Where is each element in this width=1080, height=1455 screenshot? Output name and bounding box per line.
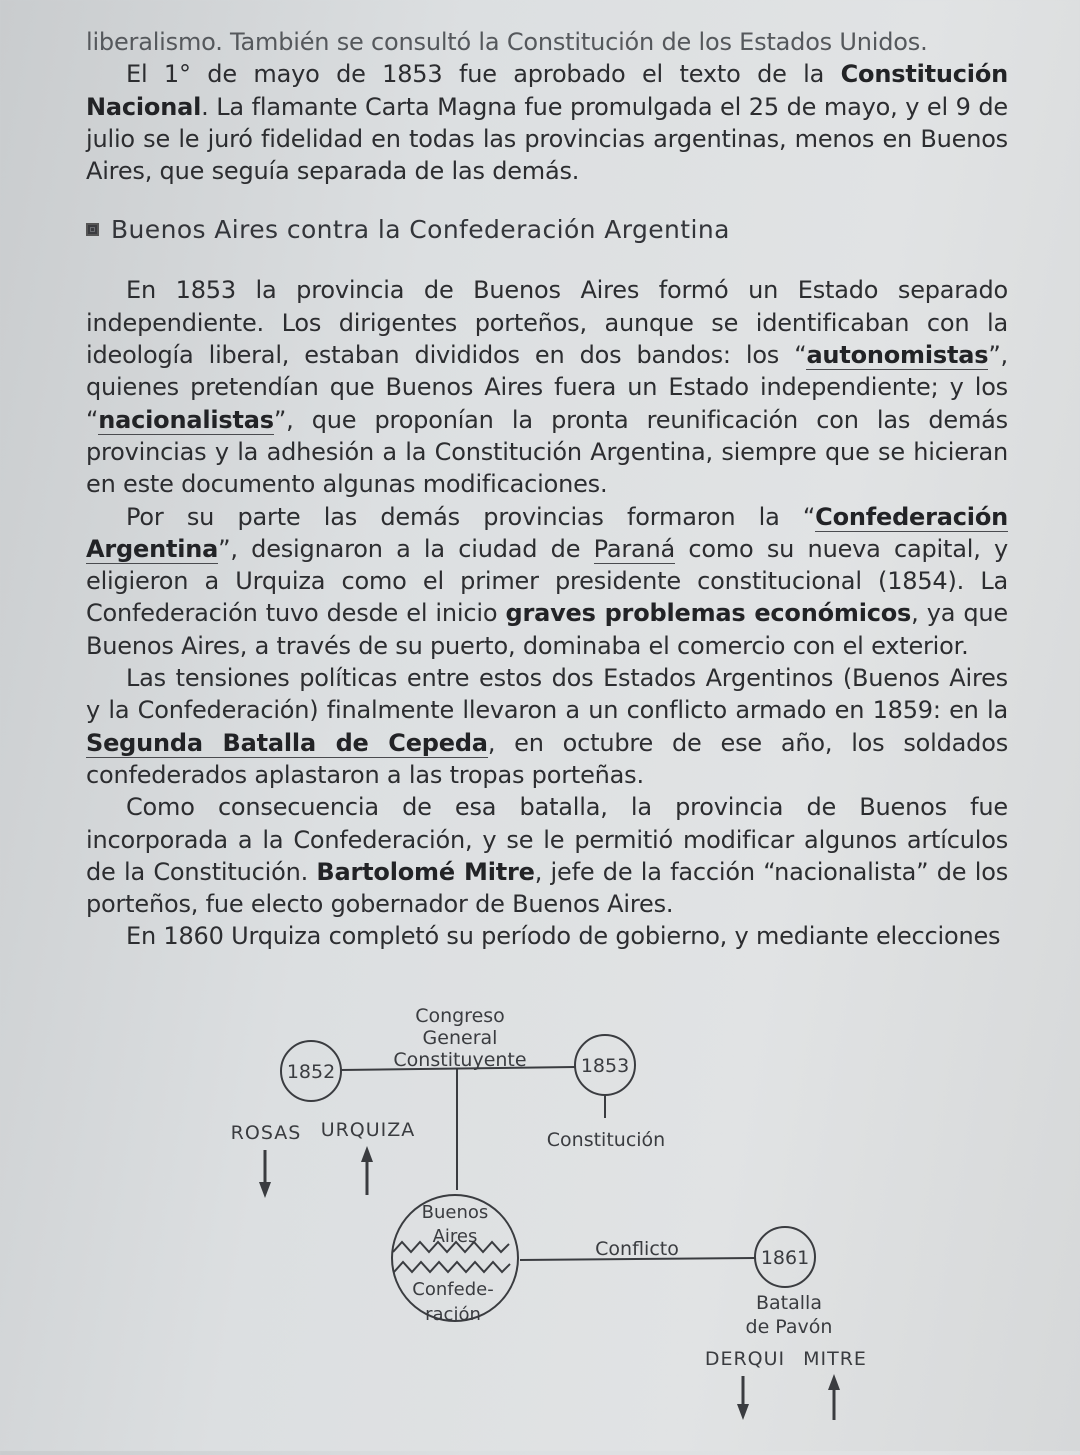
timeline-diagram: [0, 990, 1080, 1451]
intro-text-2a: El 1° de mayo de 1853 fue aprobado el texto de la: [126, 60, 841, 89]
body-paragraph-5: [86, 920, 1008, 952]
timeline-svg: [0, 990, 1080, 1451]
congreso-label-3: Constituyente: [393, 1049, 527, 1071]
year-1852-label: 1852: [286, 1061, 336, 1083]
urquiza-label: URQUIZA: [320, 1119, 416, 1141]
derqui-arrowhead-icon: [737, 1404, 749, 1420]
batalla-label-2: de Pavón: [745, 1316, 833, 1338]
conflicto-label: Conflicto: [595, 1238, 679, 1260]
derqui-label: DERQUI: [704, 1348, 786, 1370]
section-heading: [86, 215, 1008, 244]
body-paragraph-4: [86, 791, 1008, 920]
nacionalistas-term: nacionalistas: [98, 405, 274, 434]
body-paragraph-1: [86, 274, 1008, 500]
p4-text-a: Como consecuencia de esa batalla, la provincia de Buenos fue incorporada a la Confederación, y se le permitió modificar algunos artículos de la Constitución.: [86, 793, 1008, 886]
rosas-arrowhead-icon: [259, 1182, 271, 1198]
congreso-label-1: Congreso: [415, 1005, 505, 1027]
year-1853-label: 1853: [580, 1055, 630, 1077]
autonomistas-term: autonomistas: [806, 341, 989, 370]
p2-text-e: como su nueva capital, y eligieron a Urquiza como el primer presidente constitucional (1854). La Confederación tuvo desde el inicio: [86, 534, 1008, 628]
buenos-aires-label-1: Buenos: [421, 1202, 489, 1223]
textbook-page: [86, 26, 1008, 953]
constitucion-label: Constitución: [546, 1129, 666, 1151]
mitre-label: MITRE: [803, 1348, 867, 1370]
batalla-label-1: Batalla: [756, 1292, 822, 1314]
urquiza-arrowhead-icon: [361, 1146, 373, 1162]
buenos-aires-label-2: Aires: [432, 1226, 478, 1247]
body-paragraph-2: [86, 501, 1008, 662]
p3-text-c: , en octubre de ese año, los soldados confederados aplastaron a las tropas porteñas.: [86, 728, 1009, 789]
p3-text-a: Las tensiones políticas entre estos dos Estados Argentinos (Buenos Aires y la Confederación) finalmente llevaron a un conflicto armado en 1859: en la: [86, 664, 1008, 725]
intro-paragraph: [86, 58, 1008, 187]
intro-text-2c: . La flamante Carta Magna fue promulgada el 25 de mayo, y el 9 de julio se le juró fidelidad en todas las provincias argentinas, menos en Buenos Aires, que seguía separada de las demás.: [86, 92, 1008, 186]
p2-text-g: , ya que Buenos Aires, a través de su puerto, dominaba el comercio con el exterior.: [86, 599, 1008, 660]
p5-text: En 1860 Urquiza completó su período de gobierno, y mediante elecciones: [126, 922, 1001, 951]
p2-text-c: ”, designaron a la ciudad de: [218, 534, 594, 563]
p2-text-a: Por su parte las demás provincias formaron la “: [126, 502, 816, 531]
rosas-label: ROSAS: [230, 1122, 302, 1144]
year-1861-label: 1861: [760, 1247, 810, 1269]
confederacion-label-1: Confede-: [412, 1279, 494, 1300]
intro-text-1: liberalismo. También se consultó la Constitución de los Estados Unidos.: [86, 28, 928, 56]
cepeda-term: Segunda Batalla de Cepeda: [86, 728, 488, 757]
parana-term: Paraná: [593, 534, 676, 563]
problemas-term: graves problemas económicos: [505, 599, 912, 628]
congreso-label-2: General: [422, 1027, 498, 1049]
body-paragraph-3: [86, 662, 1008, 791]
mitre-arrowhead-icon: [828, 1374, 840, 1390]
p1-text-c: ”, quienes pretendían que Buenos Aires fuera un Estado independiente; y los “: [86, 341, 1008, 434]
square-bullet-icon: [86, 223, 99, 236]
intro-line: [86, 26, 1008, 58]
confederacion-label-2: ración: [425, 1304, 481, 1325]
p4-text-c: , jefe de la facción “nacionalista” de los porteños, fue electo gobernador de Buenos Aires.: [86, 857, 1008, 919]
mitre-term: Bartolomé Mitre: [316, 857, 535, 886]
constitucion-nacional-bold: Constitución Nacional: [86, 60, 1008, 121]
section-heading-text: Buenos Aires contra la Confederación Argentina: [111, 215, 730, 245]
p1-text-a: En 1853 la provincia de Buenos Aires formó un Estado separado independiente. Los dirigentes porteños, aunque se identificaban con la ideología liberal, estaban divididos en dos bandos: los “: [86, 276, 1008, 370]
zigzag-divider-bottom: [394, 1262, 510, 1272]
p1-text-e: ”, que proponían la pronta reunificación con las demás provincias y la adhesión a la Constitución Argentina, siempre que se hicieran en este documento algunas modificaciones.: [86, 405, 1008, 499]
confederacion-term: Confederación Argentina: [86, 502, 1008, 563]
